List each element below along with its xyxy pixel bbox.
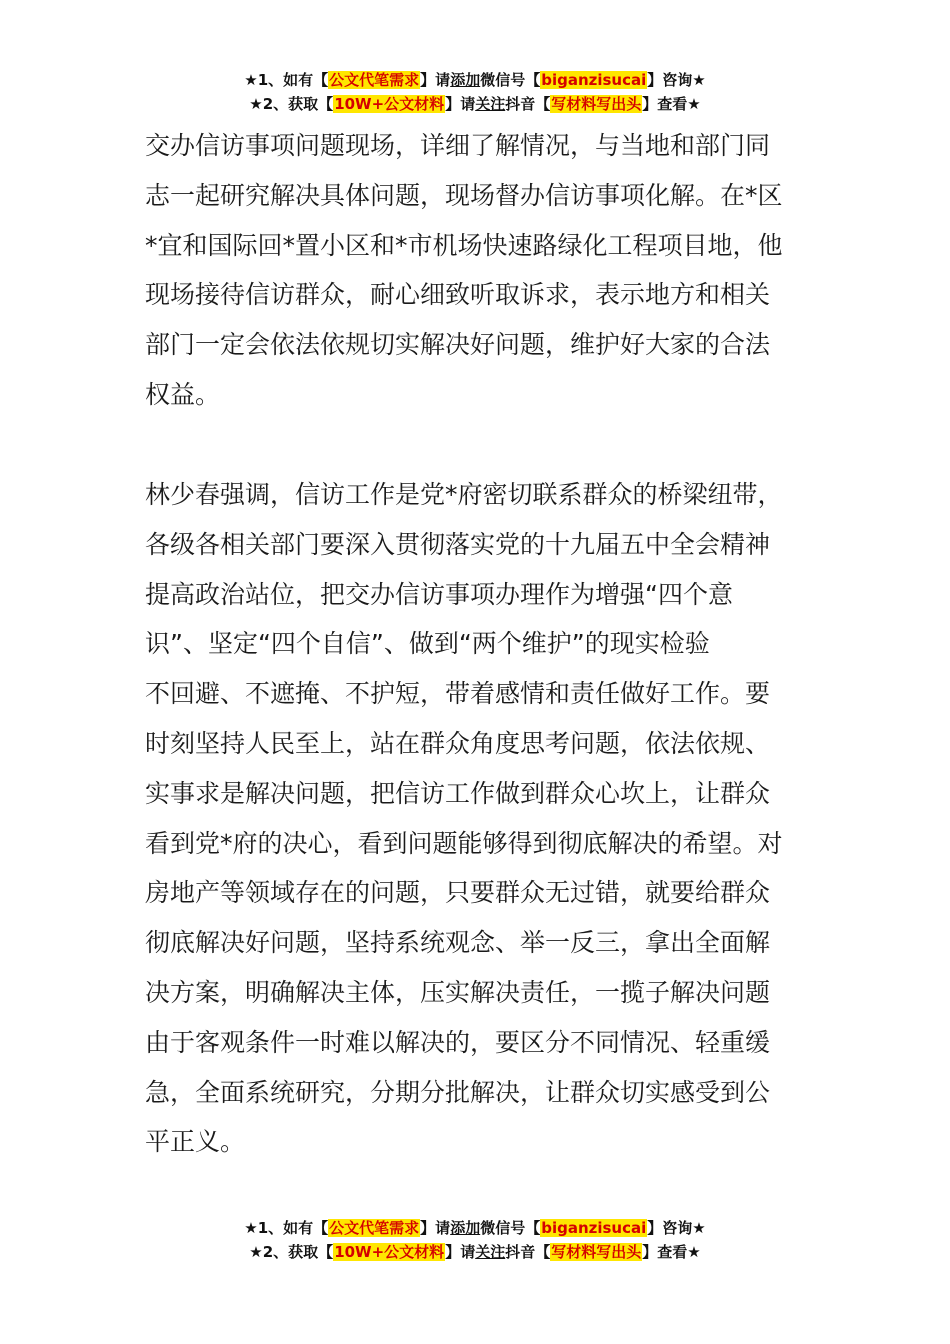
banner-line-2 (0, 1240, 950, 1264)
banner-text: ★1、如有【 (244, 71, 329, 89)
text-line: 权益。 (145, 379, 221, 409)
text-line: 不回避、不遮掩、不护短，带着感情和责任做好工作。要 (145, 679, 771, 709)
text-line: 平正义。 (145, 1127, 246, 1157)
highlight-wechat-id: biganzisucai (541, 1219, 647, 1237)
banner-line-2 (0, 92, 950, 116)
banner-line-1 (0, 1216, 950, 1240)
text-line: 志一起研究解决具体问题，现场督办信访事项化解。在*区 (145, 180, 783, 210)
highlight-materials: 10W+公文材料 (334, 95, 445, 113)
text-line: 提高政治站位，把交办信访事项办理作为增强“四个意 (145, 579, 733, 609)
underlined-add: 添加 (450, 71, 481, 89)
highlight-douyin-account: 写材料写出头 (551, 95, 642, 113)
text-line: 彻底解决好问题，坚持系统观念、举一反三，拿出全面解 (145, 928, 771, 958)
text-line: 房地产等领域存在的问题，只要群众无过错，就要给群众 (145, 878, 771, 908)
text-line: 识”、坚定“四个自信”、做到“两个维护”的现实检验 (145, 629, 710, 659)
highlight-wechat-id: biganzisucai (541, 71, 647, 89)
banner-text: ★1、如有【 (244, 1219, 329, 1237)
highlight-service: 公文代笔需求 (329, 71, 420, 89)
text-line: 现场接待信访群众，耐心细致听取诉求，表示地方和相关 (145, 280, 771, 310)
banner-text: 】请 (420, 1219, 451, 1237)
banner-text: 微信号【 (480, 1219, 541, 1237)
banner-text: 】请 (420, 71, 451, 89)
text-line: *宜和国际回*置小区和*市机场快速路绿化工程项目地，他 (145, 230, 783, 260)
highlight-service: 公文代笔需求 (329, 1219, 420, 1237)
text-line: 各级各相关部门要深入贯彻落实党的十九届五中全会精神 (145, 529, 771, 559)
banner-text: 】请 (445, 95, 476, 113)
highlight-materials: 10W+公文材料 (334, 1243, 445, 1261)
underlined-add: 添加 (450, 1219, 481, 1237)
header-banner (0, 68, 950, 116)
text-line: 由于客观条件一时难以解决的，要区分不同情况、轻重缓 (145, 1027, 771, 1057)
text-line: 实事求是解决问题，把信访工作做到群众心坎上，让群众 (145, 778, 771, 808)
banner-text: 】咨询★ (647, 1219, 706, 1237)
banner-line-1 (0, 68, 950, 92)
banner-text: ★2、获取【 (249, 1243, 334, 1261)
underlined-follow: 关注 (475, 1243, 506, 1261)
banner-text: 微信号【 (480, 71, 541, 89)
text-line: 部门一定会依法依规切实解决好问题，维护好大家的合法 (145, 330, 771, 360)
banner-text: 抖音【 (505, 95, 551, 113)
underlined-follow: 关注 (475, 95, 506, 113)
text-line: 决方案，明确解决主体，压实解决责任，一揽子解决问题 (145, 977, 771, 1007)
banner-text: 抖音【 (505, 1243, 551, 1261)
text-line: 交办信访事项问题现场，详细了解情况，与当地和部门同 (145, 131, 771, 160)
text-line: 时刻坚持人民至上，站在群众角度思考问题，依法依规、 (145, 728, 771, 758)
text-line: 林少春强调，信访工作是党*府密切联系群众的桥梁纽带， (145, 480, 783, 509)
banner-text: 】请 (445, 1243, 476, 1261)
paragraph-1 (145, 121, 810, 420)
highlight-douyin-account: 写材料写出头 (551, 1243, 642, 1261)
text-line: 急，全面系统研究，分期分批解决，让群众切实感受到公 (145, 1077, 771, 1107)
banner-text: 】查看★ (642, 95, 701, 113)
banner-text: 】查看★ (642, 1243, 701, 1261)
banner-text: ★2、获取【 (249, 95, 334, 113)
text-line: 看到党*府的决心，看到问题能够得到彻底解决的希望。对 (145, 828, 783, 858)
footer-banner (0, 1216, 950, 1264)
paragraph-2 (145, 470, 810, 1167)
banner-text: 】咨询★ (647, 71, 706, 89)
